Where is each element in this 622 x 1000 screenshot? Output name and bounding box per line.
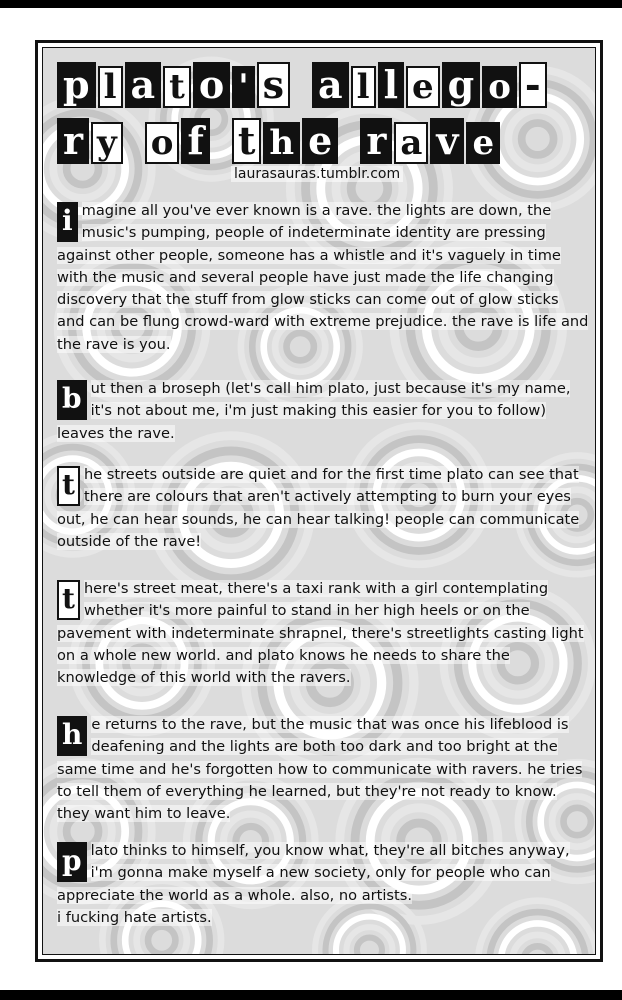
poster-inner-frame [42,47,596,955]
paragraph-text: he streets outside are quiet and for the first time plato can see that there are colours that aren't actively attempting to burn your eyes out, he can hear sounds, he can hear talking! people can communicate outside of the rave! [57,466,580,550]
title-letter: o [193,62,230,108]
poster-frame [35,40,603,962]
title-letter: l [378,62,404,108]
title-letter: o [145,122,180,164]
paragraph-text: lato thinks to himself, you know what, they're all bitches anyway, i'm gonna make myself a new society, only for people who can appreciate the world as a whole. also, no artists. i fucking hate artists. [57,842,570,926]
title-letter: f [181,118,209,164]
title-letter: ' [232,66,254,108]
drop-cap: t [57,580,80,620]
title-letter: r [360,118,392,164]
paragraph-text: ut then a broseph (let's call him plato, just because it's my name, it's not about me, i'm just making this easier for you to follow) leaves the rave. [57,380,571,442]
title-letter: l [98,66,123,108]
title-letter: e [466,122,500,164]
title-letter: s [257,62,290,108]
poster-page [0,8,622,990]
paragraph-1 [57,200,589,356]
paragraph-2 [57,378,589,445]
top-border [0,0,622,8]
title-letter: e [302,118,338,164]
paragraph-text: e returns to the rave, but the music that was once his lifeblood is deafening and the lights are both too dark and too bright at the same time and he's forgotten how to communicate with ravers. he tries to tell them of everything he learned, but they're not ready to know. they want him to leave. [57,716,583,823]
drop-cap: i [57,202,78,242]
title-line-1 [57,58,549,108]
title-letter: e [406,66,440,108]
title-letter: g [442,62,481,108]
title-letter: - [519,62,547,108]
title-letter: p [57,62,96,108]
drop-cap: p [57,842,87,882]
title-letter: t [232,118,262,164]
drop-cap: b [57,380,87,420]
paragraph-text: here's street meat, there's a taxi rank with a girl contemplating whether it's more painful to stand in her high heels or on the pavement with indeterminate shrapnel, there's streetlights casting light on a whole new world. and plato knows he needs to share the knowledge of this world with the ravers. [57,580,584,687]
credit-url: laurasauras.tumblr.com [231,166,403,182]
paragraph-5 [57,714,589,825]
paragraph-3 [57,464,589,553]
title-letter: a [125,62,162,108]
bottom-border [0,990,622,1000]
title-letter: l [351,66,376,108]
title-letter: t [163,66,191,108]
paragraph-6 [57,840,589,929]
title-letter: h [263,122,300,164]
title-letter: v [430,118,464,164]
paragraph-text: magine all you've ever known is a rave. the lights are down, the music's pumping, people of indeterminate identity are pressing against other people, someone has a whistle and it's vaguely in time with the music and several people have just made the life changing discovery that the stuff from glow sticks can come out of glow sticks and can be flung crowd-ward with extreme prejudice. the rave is life and the rave is you. [57,202,589,353]
title-line-2 [57,114,502,164]
title-letter: r [57,118,89,164]
title-letter: a [312,62,349,108]
title-letter: o [482,66,517,108]
drop-cap: h [57,716,87,756]
title-letter: y [91,122,123,164]
title-letter: a [394,122,428,164]
drop-cap: t [57,466,80,506]
paragraph-4 [57,578,589,689]
